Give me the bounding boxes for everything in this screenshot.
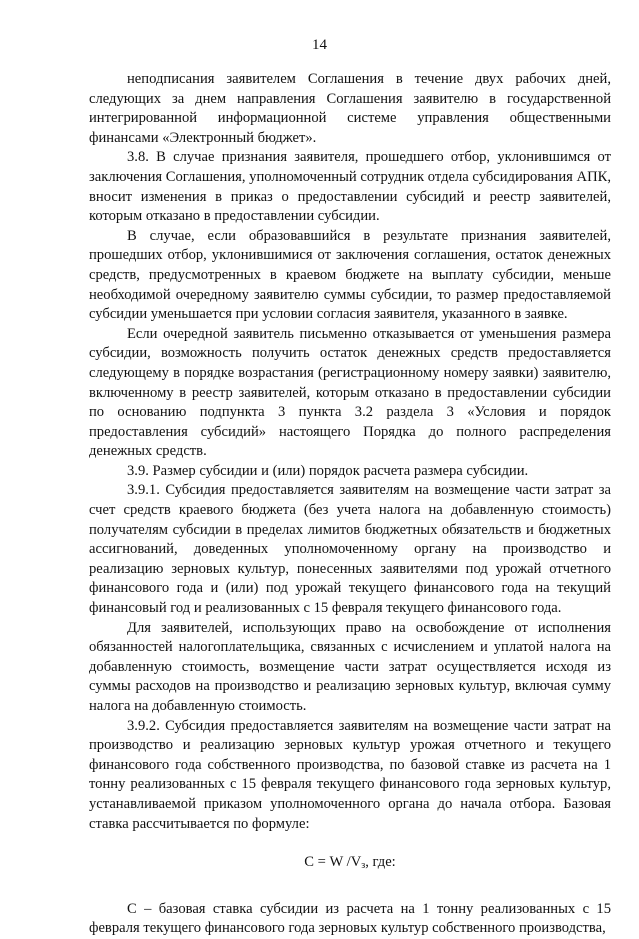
formula-subscript: з xyxy=(361,860,366,872)
paragraph-remainder-funds: В случае, если образовавшийся в результате признания заявителей, прошедших отбор, уклонившимися от заключения соглашения, остаток денежных средств, предусмотренных в краевом бюджете на выплату субсидии, меньше необходимой очередному заявителю суммы субсидии, то размер предоставляемой субсидии уменьшается при условии согласия заявителя, указанного в заявке. xyxy=(89,227,611,323)
paragraph-3-9-1: 3.9.1. Субсидия предоставляется заявителям на возмещение части затрат за счет средств краевого бюджета (без учета налога на добавленную стоимость) получателям субсидии в пределах лимитов бюджетных обязательств и бюджетных ассигнований, доведенных уполномоченному органу на производство и реализацию зерновых культур, понесенных заявителями под урожай отчетного финансового года и (или) под урожай текущего финансового года на текущий финансовый год и реализованных с 15 февраля текущего финансового года. xyxy=(89,482,611,617)
paragraph-3-9: 3.9. Размер субсидии и (или) порядок расчета размера субсидии. xyxy=(127,462,529,479)
paragraph-3-8: 3.8. В случае признания заявителя, прошедшего отбор, уклонившимся от заключения Соглашения, уполномоченный сотрудник отдела субсидирования АПК, вносит изменения в приказ о предоставлении субсидий и реестр заявителей, которым отказано в предоставлении субсидии. xyxy=(89,149,611,225)
paragraph-continuation: неподписания заявителем Соглашения в течение двух рабочих дней, следующих за днем направления Соглашения заявителю в государственной интегрированной информационной системе управления общественными финансами «Электронный бюджет». xyxy=(89,71,611,146)
paragraph-vat-exemption: Для заявителей, использующих право на освобождение от исполнения обязанностей налогоплательщика, связанных с исчислением и уплатой налога на добавленную стоимость, возмещение части затрат осуществляется исходя из суммы расходов на производство и реализацию зерновых культур, включая сумму налога на добавленную стоимость. xyxy=(89,619,611,714)
base-rate-formula xyxy=(89,853,611,873)
paragraph-3-9-2: 3.9.2. Субсидия предоставляется заявителям на возмещение части затрат на производство и реализацию зерновых культур урожая отчетного и текущего финансового года собственного производства, по базовой ставке из расчета на 1 тонну реализованных с 15 февраля текущего финансового года зерновых культур, устанавливаемой приказом уполномоченного органа до начала отбора. Базовая ставка рассчитывается по формуле: xyxy=(89,717,611,832)
page-number: 14 xyxy=(312,37,327,53)
formula-main: С = W /V xyxy=(304,854,362,871)
paragraph-refusal: Если очередной заявитель письменно отказывается от уменьшения размера субсидии, возможность получить остаток денежных средств предоставляется следующему в порядке возрастания (регистрационному номеру заявки) заявителю, включенному в реестр заявителей, которым отказано в предоставлении субсидии по основанию подпункта 3 пункта 3.2 раздела 3 «Условия и порядок предоставления субсидий» настоящего Порядка до полного распределения денежных средств. xyxy=(89,325,611,460)
formula-suffix: , где: xyxy=(365,854,396,871)
document-body xyxy=(89,70,611,939)
paragraph-formula-definition: С – базовая ставка субсидии из расчета на 1 тонну реализованных с 15 февраля текущего финансового года зерновых культур собственного производства, xyxy=(89,900,611,937)
